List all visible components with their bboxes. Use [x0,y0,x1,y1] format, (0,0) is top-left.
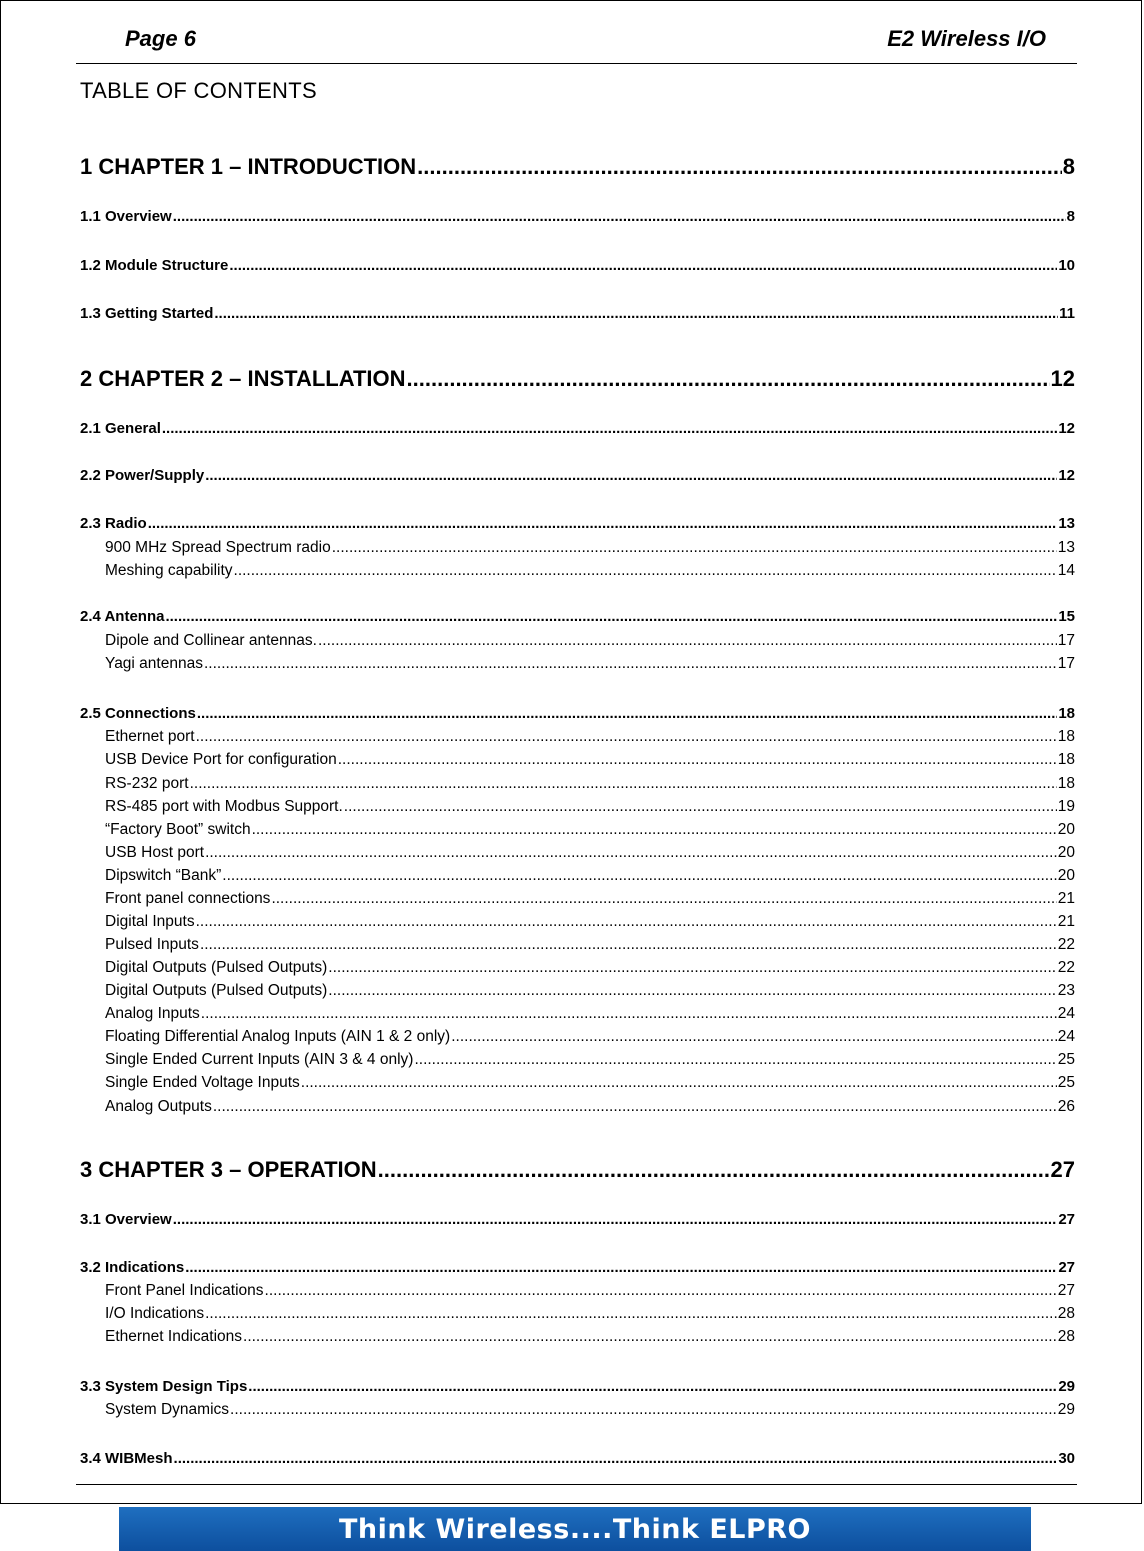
toc-entry-title: 3.1 Overview [80,1211,172,1228]
toc-leader-dots [222,867,1056,885]
toc-entry-page: 19 [1057,798,1075,815]
toc-section-entry[interactable] [80,705,1075,723]
toc-leader-dots [252,821,1057,839]
toc-leader-dots [200,936,1057,954]
toc-entry-page: 20 [1057,867,1075,884]
toc-entry-page: 27 [1058,1211,1075,1228]
toc-section-entry[interactable] [80,1450,1075,1468]
toc-entry-page: 14 [1057,562,1075,579]
toc-leader-dots [205,467,1057,485]
toc-entry-page: 23 [1057,982,1075,999]
toc-leader-dots [165,608,1057,626]
toc-entry-page: 27 [1057,1282,1075,1299]
toc-entry-page: 8 [1066,208,1075,225]
toc-entry-page: 18 [1057,728,1075,745]
table-of-contents [80,0,1075,1480]
toc-entry-title: 1.3 Getting Started [80,305,214,322]
toc-entry-page: 25 [1057,1051,1075,1068]
toc-leader-dots [229,257,1057,275]
toc-entry-page: 22 [1057,936,1075,953]
toc-subsection-entry[interactable] [80,775,1075,793]
toc-entry-title: 1.2 Module Structure [80,257,229,274]
toc-leader-dots [196,913,1057,931]
toc-entry-page: 10 [1058,257,1075,274]
toc-entry-page: 18 [1058,705,1075,722]
toc-entry-page: 29 [1057,1401,1075,1418]
toc-leader-dots [417,154,1062,180]
toc-subsection-entry[interactable] [80,913,1075,931]
toc-leader-dots [197,705,1057,723]
toc-entry-page: 24 [1057,1005,1075,1022]
toc-subsection-entry[interactable] [80,890,1075,908]
footer-banner [119,1507,1031,1551]
toc-subsection-entry[interactable] [80,844,1075,862]
toc-leader-dots [234,562,1057,580]
toc-entry-title: Front Panel Indications [105,1282,264,1299]
toc-subsection-entry[interactable] [80,821,1075,839]
toc-leader-dots [173,1211,1058,1229]
toc-entry-page: 17 [1057,632,1075,649]
toc-entry-title: 3.4 WIBMesh [80,1450,173,1467]
toc-entry-title: 3.2 Indications [80,1259,185,1276]
toc-leader-dots [414,1051,1056,1069]
toc-subsection-entry[interactable] [80,632,1075,650]
toc-entry-page: 15 [1058,608,1075,625]
toc-leader-dots [230,1401,1057,1419]
toc-subsection-entry[interactable] [80,1328,1075,1346]
toc-entry-page: 22 [1057,959,1075,976]
toc-entry-page: 8 [1062,154,1075,179]
toc-entry-title: “Factory Boot” switch [105,821,251,838]
toc-leader-dots [148,515,1058,533]
toc-entry-title: 900 MHz Spread Spectrum radio [105,539,331,556]
toc-entry-title: I/O Indications [105,1305,205,1322]
toc-entry-page: 29 [1058,1378,1075,1395]
page-number: Page 6 [125,26,196,51]
toc-leader-dots [301,1074,1057,1092]
toc-subsection-entry[interactable] [80,1005,1075,1023]
toc-section-entry[interactable] [80,305,1075,323]
toc-leader-dots [338,751,1057,769]
toc-section-entry[interactable] [80,1211,1075,1229]
document-title: E2 Wireless I/O [887,26,1046,51]
toc-subsection-entry[interactable] [80,1305,1075,1323]
toc-leader-dots [205,844,1057,862]
toc-subsection-entry[interactable] [80,1051,1075,1069]
toc-subsection-entry[interactable] [80,539,1075,557]
toc-subsection-entry[interactable] [80,655,1075,673]
toc-entry-title: Digital Outputs (Pulsed Outputs) [105,982,328,999]
toc-section-entry[interactable] [80,420,1075,438]
toc-chapter-entry[interactable] [80,1157,1075,1183]
toc-entry-title: USB Device Port for configuration [105,751,337,768]
toc-subsection-entry[interactable] [80,1074,1075,1092]
toc-entry-title: Single Ended Voltage Inputs [105,1074,300,1091]
toc-leader-dots [185,1259,1057,1277]
toc-section-entry[interactable] [80,1378,1075,1396]
toc-section-entry[interactable] [80,257,1075,275]
toc-entry-page: 28 [1057,1305,1075,1322]
toc-leader-dots [265,1282,1057,1300]
toc-entry-page: 11 [1059,305,1075,322]
toc-entry-title: USB Host port [105,844,205,861]
toc-entry-page: 21 [1057,890,1075,907]
toc-leader-dots [344,798,1057,816]
toc-entry-title: 2.3 Radio [80,515,147,532]
toc-leader-dots [378,1157,1050,1183]
toc-leader-dots [196,728,1057,746]
toc-entry-page: 28 [1057,1328,1075,1345]
toc-entry-page: 18 [1057,751,1075,768]
toc-entry-title: 2 CHAPTER 2 – INSTALLATION [80,366,406,391]
toc-entry-title: Analog Outputs [105,1098,212,1115]
toc-subsection-entry[interactable] [80,1401,1075,1419]
toc-leader-dots [318,632,1057,650]
toc-entry-page: 12 [1050,366,1075,391]
toc-heading: TABLE OF CONTENTS [80,78,317,103]
toc-leader-dots [332,539,1057,557]
toc-leader-dots [174,1450,1058,1468]
toc-entry-title: Ethernet Indications [105,1328,243,1345]
toc-entry-title: Dipswitch “Bank” [105,867,222,884]
toc-leader-dots [213,1098,1057,1116]
toc-subsection-entry[interactable] [80,1282,1075,1300]
toc-subsection-entry[interactable] [80,867,1075,885]
toc-entry-page: 12 [1058,420,1075,437]
toc-entry-page: 30 [1058,1450,1075,1467]
toc-entry-page: 20 [1057,821,1075,838]
toc-leader-dots [451,1028,1057,1046]
toc-entry-page: 12 [1058,467,1075,484]
toc-entry-title: 2.5 Connections [80,705,196,722]
toc-entry-title: 3.3 System Design Tips [80,1378,248,1395]
toc-entry-page: 13 [1058,515,1075,532]
toc-entry-title: Floating Differential Analog Inputs (AIN 1 & 2 only) [105,1028,451,1045]
toc-leader-dots [204,655,1057,673]
toc-leader-dots [173,208,1066,226]
toc-leader-dots [328,982,1056,1000]
toc-section-entry[interactable] [80,515,1075,533]
toc-entry-page: 17 [1057,655,1075,672]
toc-leader-dots [201,1005,1057,1023]
toc-entry-page: 25 [1057,1074,1075,1091]
toc-subsection-entry[interactable] [80,982,1075,1000]
toc-chapter-entry[interactable] [80,154,1075,180]
toc-entry-title: Digital Inputs [105,913,195,930]
toc-entry-title: RS-232 port [105,775,189,792]
toc-entry-title: Digital Outputs (Pulsed Outputs) [105,959,328,976]
toc-entry-title: 2.4 Antenna [80,608,165,625]
toc-subsection-entry[interactable] [80,562,1075,580]
toc-entry-title: 1.1 Overview [80,208,172,225]
toc-leader-dots [214,305,1058,323]
toc-entry-title: 1 CHAPTER 1 – INTRODUCTION [80,154,417,179]
toc-entry-title: Meshing capability [105,562,233,579]
toc-entry-title: Single Ended Current Inputs (AIN 3 & 4 only) [105,1051,414,1068]
toc-entry-page: 27 [1050,1157,1075,1182]
toc-section-entry[interactable] [80,1259,1075,1277]
toc-entry-page: 27 [1058,1259,1075,1276]
toc-leader-dots [407,366,1050,392]
footer-banner-text: Think Wireless....Think ELPRO [338,1513,812,1545]
toc-leader-dots [205,1305,1057,1323]
toc-entry-title: Analog Inputs [105,1005,200,1022]
toc-section-entry[interactable] [80,608,1075,626]
toc-entry-page: 26 [1057,1098,1075,1115]
toc-entry-title: Pulsed Inputs [105,936,199,953]
toc-entry-title: 2.2 Power/Supply [80,467,205,484]
toc-section-entry[interactable] [80,467,1075,485]
toc-leader-dots [243,1328,1057,1346]
toc-entry-page: 24 [1057,1028,1075,1045]
toc-entry-page: 20 [1057,844,1075,861]
toc-entry-title: Front panel connections [105,890,271,907]
toc-entry-title: Ethernet port [105,728,195,745]
toc-chapter-entry[interactable] [80,366,1075,392]
toc-section-entry[interactable] [80,208,1075,226]
toc-entry-page: 18 [1057,775,1075,792]
toc-subsection-entry[interactable] [80,798,1075,816]
toc-subsection-entry[interactable] [80,1098,1075,1116]
toc-subsection-entry[interactable] [80,751,1075,769]
toc-subsection-entry[interactable] [80,936,1075,954]
toc-entry-page: 13 [1057,539,1075,556]
toc-leader-dots [248,1378,1057,1396]
toc-leader-dots [162,420,1057,438]
toc-entry-title: 2.1 General [80,420,161,437]
toc-entry-page: 21 [1057,913,1075,930]
footer-rule [76,1484,1077,1485]
toc-leader-dots [328,959,1056,977]
toc-entry-title: Yagi antennas [105,655,203,672]
toc-subsection-entry[interactable] [80,959,1075,977]
toc-entry-title: Dipole and Collinear antennas. [105,632,317,649]
toc-subsection-entry[interactable] [80,728,1075,746]
toc-entry-title: System Dynamics [105,1401,230,1418]
toc-leader-dots [271,890,1056,908]
toc-entry-title: RS-485 port with Modbus Support. [105,798,343,815]
toc-leader-dots [190,775,1057,793]
toc-subsection-entry[interactable] [80,1028,1075,1046]
toc-entry-title: 3 CHAPTER 3 – OPERATION [80,1157,377,1182]
